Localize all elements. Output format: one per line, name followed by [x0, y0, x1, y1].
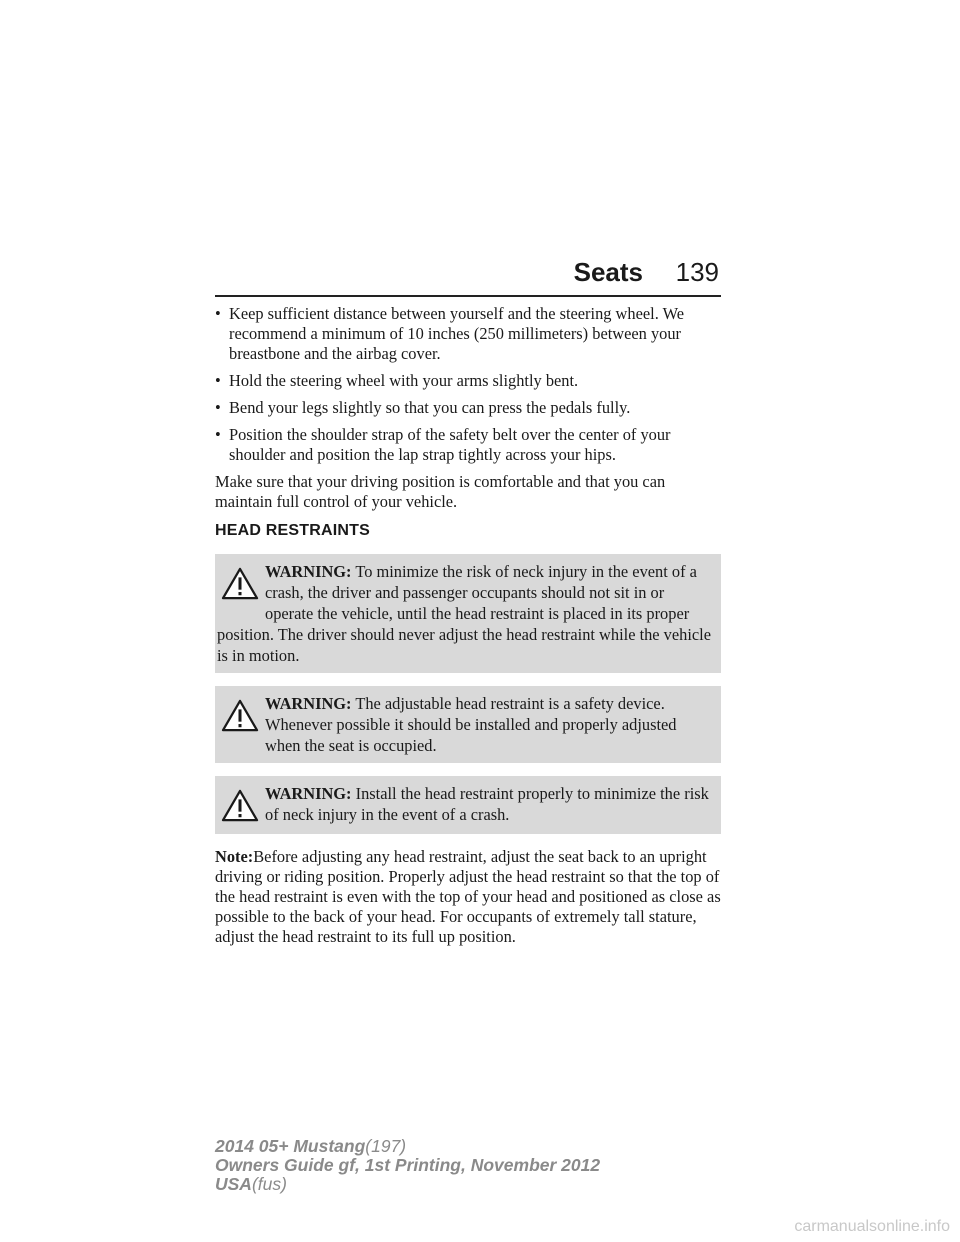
list-item-text: Keep sufficient distance between yourself and the steering wheel. We recommend a minimum of 10 inches (250 millimeters) between your breastbone and the airbag cover. — [229, 304, 685, 363]
list-item-text: Hold the steering wheel with your arms slightly bent. — [229, 371, 579, 390]
page-number: 139 — [675, 257, 719, 287]
list-item — [215, 425, 721, 465]
note-label: Note: — [215, 847, 254, 866]
footer-model: 2014 05+ Mustang — [215, 1136, 366, 1156]
warning-triangle-icon — [221, 699, 259, 735]
footer-line-1 — [215, 1137, 600, 1156]
list-item — [215, 398, 721, 418]
warning-box — [215, 776, 721, 834]
page-header — [215, 255, 721, 297]
warning-text: Install the head restraint properly to minimize the risk of neck injury in the event of a crash. — [265, 784, 709, 824]
page-footer — [215, 1137, 600, 1194]
footer-line-3 — [215, 1175, 600, 1194]
warning-box — [215, 554, 721, 673]
footer-model-code: (197) — [365, 1136, 407, 1156]
list-item — [215, 371, 721, 391]
warning-triangle-icon — [221, 789, 259, 825]
list-item — [215, 304, 721, 364]
warning-label: WARNING: — [265, 784, 352, 803]
warning-label: WARNING: — [265, 562, 352, 581]
note-paragraph — [215, 847, 721, 947]
footer-line-2: Owners Guide gf, 1st Printing, November 2012 — [215, 1155, 601, 1175]
warning-text: The adjustable head restraint is a safety device. Whenever possible it should be installed and properly adjusted when the seat is occupied. — [265, 694, 677, 755]
section-title: Seats — [573, 257, 643, 287]
warning-triangle-icon — [221, 567, 259, 603]
list-item-text: Bend your legs slightly so that you can press the pedals fully. — [229, 398, 631, 417]
bullet-glyph: • — [215, 425, 221, 444]
footer-market-code: (fus) — [251, 1174, 287, 1194]
warning-box — [215, 686, 721, 763]
driving-position-paragraph: Make sure that your driving position is comfortable and that you can maintain full control of your vehicle. — [215, 472, 666, 511]
page-content — [215, 304, 721, 956]
bullet-list — [215, 304, 721, 465]
watermark: carmanualsonline.info — [794, 1218, 950, 1235]
list-item-text: Position the shoulder strap of the safety belt over the center of your shoulder and position the lap strap tightly across your hips. — [229, 425, 671, 464]
bullet-glyph: • — [215, 371, 221, 390]
bullet-glyph: • — [215, 304, 221, 323]
section-heading: HEAD RESTRAINTS — [215, 522, 371, 539]
bullet-glyph: • — [215, 398, 221, 417]
note-text: Before adjusting any head restraint, adjust the seat back to an upright driving or riding position. Properly adjust the head restraint so that the top of the head restraint is even with the top of your head and positioned as close as possible to the back of your head. For occupants of extremely tall stature, adjust the head restraint to its full up position. — [215, 847, 721, 946]
footer-market: USA — [215, 1174, 252, 1194]
warning-text: To minimize the risk of neck injury in the event of a crash, the driver and passenger occupants should not sit in or operate the vehicle, until the head restraint is placed in its proper position. The driver should never adjust the head restraint while the vehicle is in motion. — [217, 562, 712, 665]
warning-label: WARNING: — [265, 694, 352, 713]
